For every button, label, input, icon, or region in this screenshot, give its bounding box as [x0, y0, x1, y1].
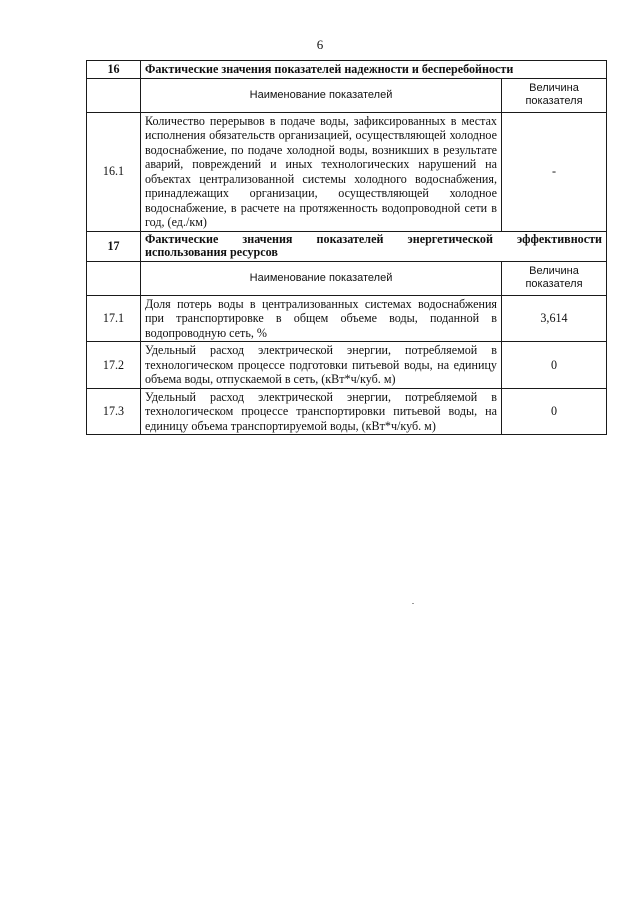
section-title: Фактические значения показателей надежности и бесперебойности — [141, 61, 607, 79]
section-header-row — [87, 231, 607, 261]
section-number: 16 — [87, 61, 141, 79]
header-indicator-name: Наименование показателей — [141, 78, 502, 112]
row-value: 0 — [501, 342, 606, 389]
row-number: 17.2 — [87, 342, 141, 389]
header-indicator-value: Величина показателя — [501, 261, 606, 295]
section-header-row — [87, 61, 607, 79]
row-value: - — [501, 112, 606, 231]
row-description: Количество перерывов в подаче воды, зафиксированных в местах исполнения обязательств организацией, осуществляющей холодное водоснабжение, по подаче холодной воды, возникших в результате аварий, повреждений и иных технологических нарушений на объектах централизованной системы холодного водоснабжения, принадлежащих организации, осуществляющей холодное водоснабжение, в расчете на протяженность водопроводной сети в год, (ед./км) — [141, 112, 502, 231]
header-indicator-name: Наименование показателей — [141, 261, 502, 295]
section-title: Фактические значения показателей энергетической эффективности использования ресурсов — [141, 231, 607, 261]
header-indicator-value: Величина показателя — [501, 78, 606, 112]
row-value: 0 — [501, 388, 606, 435]
column-header-row — [87, 78, 607, 112]
table-row — [87, 342, 607, 389]
scan-speck — [412, 603, 414, 604]
indicators-table — [86, 60, 607, 435]
header-empty-cell — [87, 261, 141, 295]
row-number: 17.3 — [87, 388, 141, 435]
header-empty-cell — [87, 78, 141, 112]
row-value: 3,614 — [501, 295, 606, 342]
section-number: 17 — [87, 231, 141, 261]
page-number: 6 — [316, 37, 324, 52]
table-row — [87, 295, 607, 342]
row-description: Удельный расход электрической энергии, потребляемой в технологическом процессе транспортировки питьевой воды, на единицу объема транспортируемой воды, (кВт*ч/куб. м) — [141, 388, 502, 435]
row-number: 16.1 — [87, 112, 141, 231]
table-row — [87, 388, 607, 435]
row-number: 17.1 — [87, 295, 141, 342]
row-description: Доля потерь воды в централизованных системах водоснабжения при транспортировке в общем объеме воды, поданной в водопроводную сеть, % — [141, 295, 502, 342]
table-row — [87, 112, 607, 231]
row-description: Удельный расход электрической энергии, потребляемой в технологическом процессе подготовки питьевой воды, на единицу объема воды, отпускаемой в сеть, (кВт*ч/куб. м) — [141, 342, 502, 389]
column-header-row — [87, 261, 607, 295]
